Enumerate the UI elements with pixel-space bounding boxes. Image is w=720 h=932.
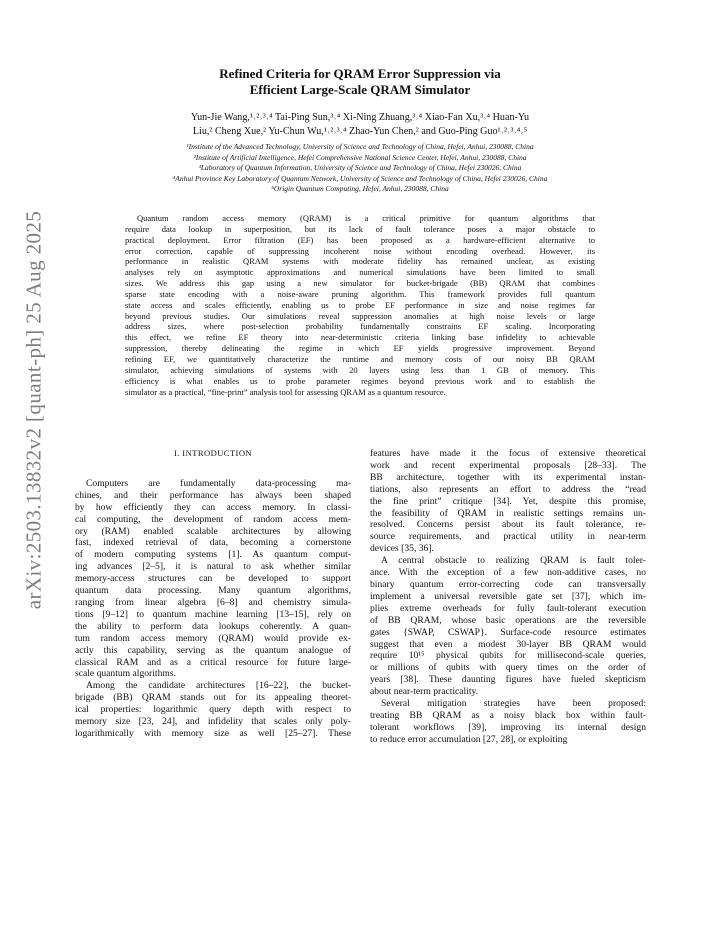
body-line: or millions of qubits with query times on the order of xyxy=(370,662,646,674)
body-line: features have made it the focus of extensive theoretical xyxy=(370,448,646,459)
title-line: Efficient Large-Scale QRAM Simulator xyxy=(249,82,471,97)
body-line: years [38]. These daunting figures have fueled skepticism xyxy=(370,674,646,686)
body-line: the feasibility of QRAM in realistic settings remains un- xyxy=(370,507,646,519)
body-line: plies extreme overheads for fully fault-tolerant execution xyxy=(370,602,646,614)
section-heading: I. INTRODUCTION xyxy=(173,448,253,458)
paper-title xyxy=(130,66,590,98)
body-line: treating BB QRAM as a noisy black box within fault- xyxy=(370,709,646,721)
body-line: about near-term practicality. xyxy=(370,686,479,698)
body-line: ance. With the exception of a few non-additive cases, no xyxy=(370,567,646,579)
body-line: of modern computing systems [1]. As quantum comput- xyxy=(75,549,351,561)
body-line: BB architecture, together with its experimental instan- xyxy=(370,471,646,483)
body-line: the fine print” critique [34]. Yet, despite this promise, xyxy=(370,495,646,507)
heading-gap xyxy=(75,460,351,469)
abstract-line: efficiency is what enables us to probe parameter regimes beyond previous work and to establish the xyxy=(125,375,595,386)
body-line: scale quantum algorithms. xyxy=(75,668,176,680)
body-line: gates {SWAP, CSWAP}. Surface-code resource estimates xyxy=(370,626,646,638)
abstract-line: this effect, we refine EF theory into near-deterministic criteria linking base infidelity to achievable xyxy=(125,332,595,343)
body-line: tum random access memory (QRAM) would provide ex- xyxy=(75,632,351,644)
body-line: to reduce error accumulation [27, 28], or exploiting xyxy=(370,733,568,745)
body-line: source requirements, and practical utility in near-term xyxy=(370,531,646,543)
abstract-line: beyond previous studies. Our simulations reveal suppression anomalies at high noise levels or large xyxy=(125,310,595,321)
affiliation-line: ²Institute of Artificial Intelligence, Hefei Comprehensive National Science Center, Hefei, Anhui, 230088, China xyxy=(193,152,527,162)
right-column xyxy=(370,448,646,746)
author-line: Yun-Jie Wang,¹˒²˒³˒⁴ Tai-Ping Sun,³˒⁴ Xi-Ning Zhuang,³˒⁴ Xiao-Fan Xu,³˒⁴ Huan-Yu xyxy=(190,112,530,123)
abstract-line: Quantum random access memory (QRAM) is a critical primitive for quantum algorithms that xyxy=(137,213,595,223)
body-line: fast, indexed retrieval of data, becoming a cornerstone xyxy=(75,537,351,549)
body-line: memory size [23, 24], and infidelity that scales only poly- xyxy=(75,716,351,728)
body-line: tolerant workflows [39], improving its internal design xyxy=(370,721,646,733)
author-line: Liu,² Cheng Xue,² Yu-Chun Wu,¹˒²˒³˒⁴ Zhao-Yun Chen,² and Guo-Ping Guo¹˒²˒³˒⁴˒⁵ xyxy=(192,126,528,137)
body-line: by how efficiently they can access memory. In classi- xyxy=(75,501,351,513)
affiliation-line: ¹Institute of the Advanced Technology, University of Science and Technology of China, Hefei, Anhui, 230088, China xyxy=(186,142,534,151)
abstract-line: require data lookup in superposition, but its lack of fault tolerance poses a major obstacle to xyxy=(125,223,595,234)
abstract-line: practical deployment. Error filtration (EF) has been proposed as a hardware-efficient alternative to xyxy=(125,234,595,245)
author-list xyxy=(118,111,602,139)
body-line: ical properties: logarithmic query depth with respect to xyxy=(75,704,351,716)
body-line: of BB QRAM, whose basic operations are the reversible xyxy=(370,614,646,626)
abstract-line: analyses rely on asymptotic approximations and numerical simulations have been limited to small xyxy=(125,267,595,278)
abstract-line: error correction, capable of suppressing incoherent noise without encoding overhead. However, its xyxy=(125,245,595,256)
affiliation-line: ⁵Origin Quantum Computing, Hefei, Anhui, 230088, China xyxy=(271,184,449,194)
body-line: Computers are fundamentally data-processing ma- xyxy=(86,477,351,489)
body-line: A central obstacle to realizing QRAM is fault toler- xyxy=(381,555,646,567)
affiliation-list xyxy=(60,142,660,195)
body-line: classical RAM and as a critical resource for future large- xyxy=(75,656,351,668)
abstract-line: sparse state encoding with a noise-aware pruning algorithm. This framework provides full quantum xyxy=(125,288,595,299)
body-line: logarithmically with memory size as well [25–27]. These xyxy=(75,727,351,739)
title-line: Refined Criteria for QRAM Error Suppression via xyxy=(219,66,501,81)
arxiv-identifier-sidebar xyxy=(14,150,54,670)
body-line: work and recent experimental proposals [28–33]. The xyxy=(370,459,646,471)
body-line: tiations, also represents an effort to address the “read xyxy=(370,483,646,495)
abstract-line: address sizes, where post-selection probability fundamentally constrains EF scaling. Incorporating xyxy=(125,321,595,332)
body-line: resolved. Concerns persist about its fault tolerance, re- xyxy=(370,519,646,531)
affiliation-line: ³Laboratory of Quantum Information, University of Science and Technology of China, Hefei 230026, China xyxy=(198,163,522,173)
abstract xyxy=(125,213,595,397)
abstract-line: state access and scales efficiently, enabling us to probe EF performance in size and noise regimes far xyxy=(125,299,595,310)
body-line: devices [35, 36]. xyxy=(370,543,434,555)
body-line: Among the candidate architectures [16–22], the bucket- xyxy=(86,680,351,692)
body-line: cal computing, the development of random access mem- xyxy=(75,513,351,525)
abstract-line: sizes. We address this gap using a new simulator for bucket-brigade (BB) QRAM that combines xyxy=(125,278,595,289)
abstract-line: suppression, thereby delineating the regime in which EF yields progressive improvement. Beyond xyxy=(125,343,595,354)
affiliation-line: ⁴Anhui Province Key Laboratory of Quantum Network, University of Science and Technology of China, Hefei 230026, China xyxy=(172,173,548,183)
body-line: ing advances [2–5], it is natural to ask whether similar xyxy=(75,561,351,573)
heading-gap xyxy=(75,469,351,478)
body-line: brigade (BB) QRAM stands out for its appealing theoret- xyxy=(75,692,351,704)
body-line: Several mitigation strategies have been proposed: xyxy=(381,698,646,710)
body-line: memory-access structures can be developed to support xyxy=(75,573,351,585)
body-line: quantum data processing. Many quantum algorithms, xyxy=(75,585,351,597)
abstract-line: performance in realistic QRAM systems with moderate fidelity has remained unclear, as existing xyxy=(125,256,595,267)
body-line: chines, and their performance has always been shaped xyxy=(75,489,351,501)
body-line: implement a universal reversible gate set [37], which im- xyxy=(370,590,646,602)
abstract-line: refining EF, we quantitatively characterize the runtime and memory costs of our noisy BB QRAM xyxy=(125,353,595,364)
body-line: binary quantum error-correcting code can transversally xyxy=(370,578,646,590)
abstract-line: simulator, achieving simulations of systems with 20 layers using less than 1 GB of memory. This xyxy=(125,364,595,375)
body-line: ranging from linear algebra [6–8] and chemistry simula- xyxy=(75,596,351,608)
arxiv-identifier: arXiv:2503.13832v2 [quant-ph] 25 Aug 2025 xyxy=(21,210,46,610)
body-line: require 10¹⁵ physical qubits for millisecond-scale queries, xyxy=(370,650,646,662)
body-line: ory (RAM) enabled scalable architectures by allowing xyxy=(75,525,351,537)
abstract-line: simulator as a practical, “fine-print” analysis tool for assessing QRAM as a quantum resource. xyxy=(125,386,446,397)
body-line: actly this capability, serving as the quantum analogue of xyxy=(75,644,351,656)
body-line: suggest that even a modest 30-layer BB QRAM would xyxy=(370,638,646,650)
body-line: tions [9–12] to quantum machine learning [13–15], rely on xyxy=(75,608,351,620)
body-line: the ability to perform data lookups coherently. A quan- xyxy=(75,620,351,632)
left-column xyxy=(75,448,351,740)
